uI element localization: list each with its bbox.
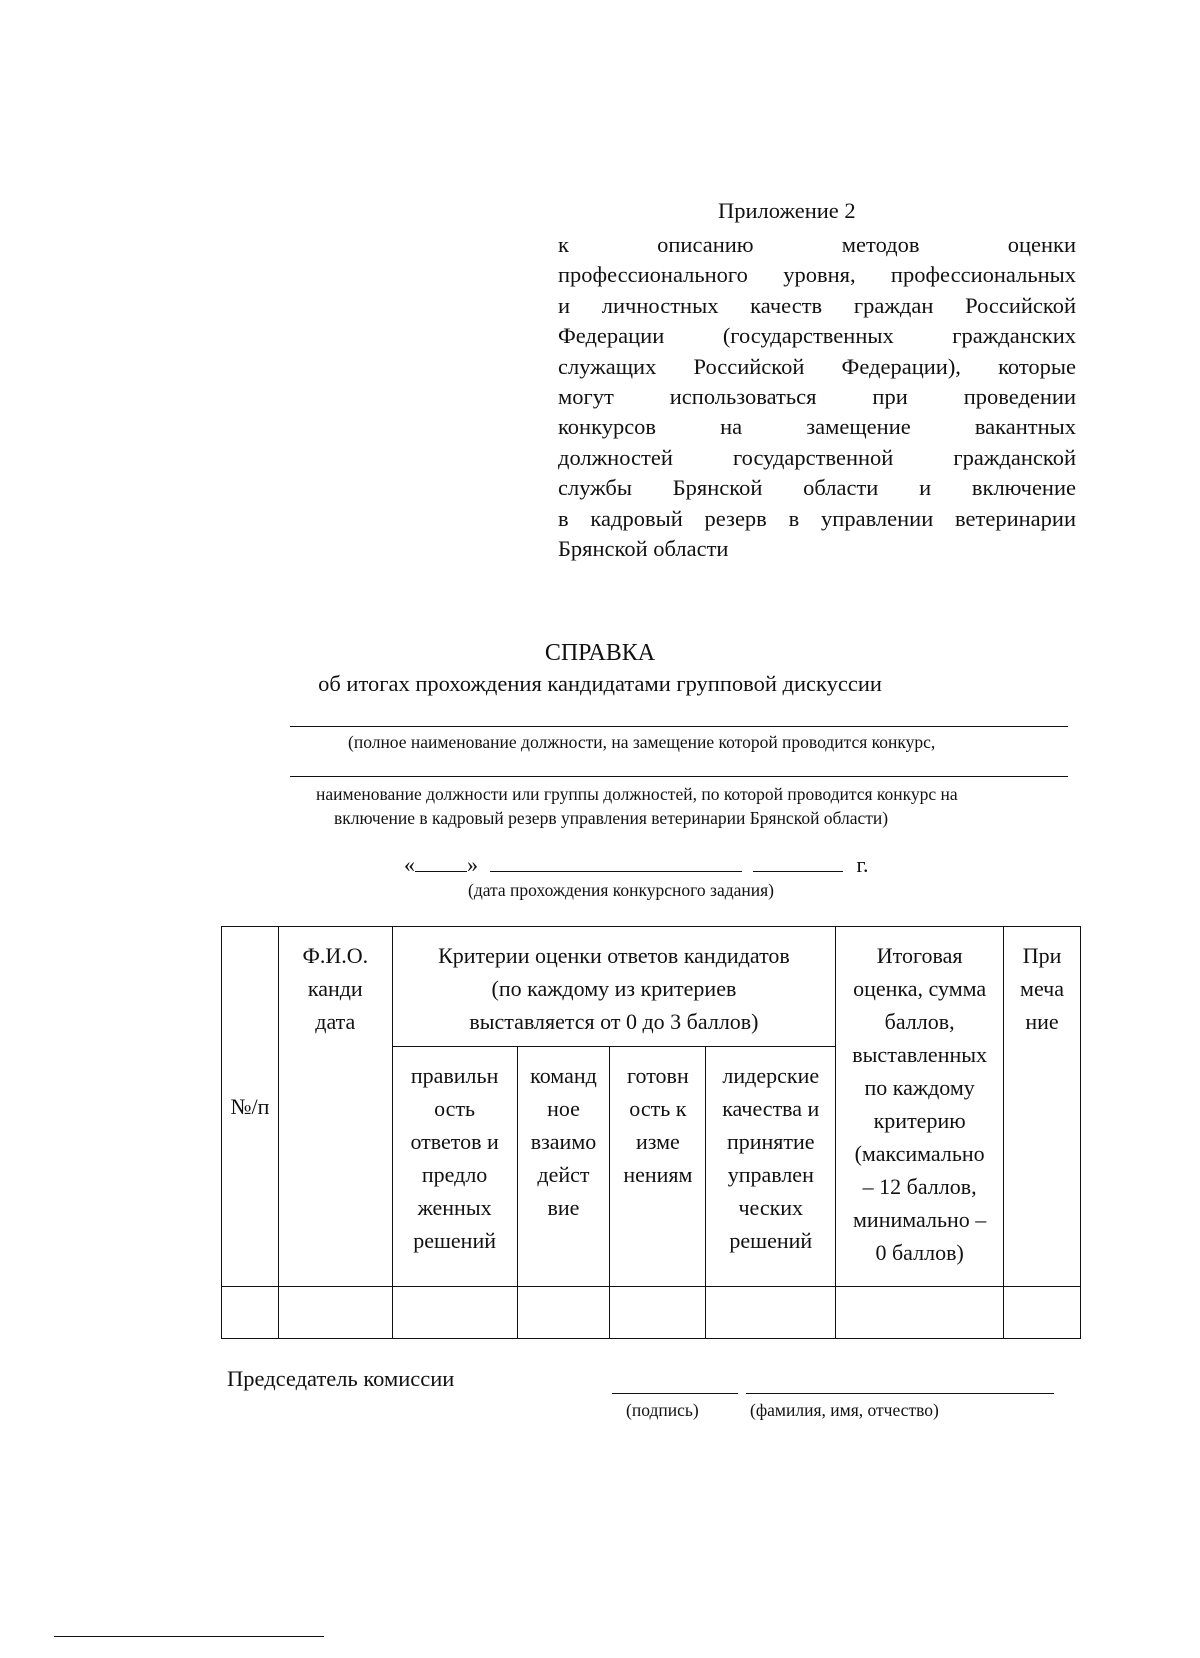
position-hint: (полное наименование должности, на замещение которой проводится конкурс, xyxy=(348,732,936,752)
col-note-line: меча xyxy=(1020,976,1065,1001)
col-criteria-line: Критерии оценки ответов кандидатов xyxy=(438,943,790,968)
criterion-line: решений xyxy=(729,1228,813,1253)
col-fio-line: канди xyxy=(307,976,363,1001)
table-cell-leadership[interactable] xyxy=(706,1287,836,1339)
col-note-header xyxy=(1004,927,1081,1287)
document-subtitle: об итогах прохождения кандидатами групповой дискуссии xyxy=(318,671,882,696)
col-number-label: №/п xyxy=(230,1094,270,1119)
full-name-line[interactable] xyxy=(746,1393,1054,1394)
appendix-line: службы Брянской области и включение xyxy=(558,475,1076,501)
criterion-teamwork-header xyxy=(517,1047,610,1287)
table-cell-note[interactable] xyxy=(1004,1287,1081,1339)
col-total-line: критерию xyxy=(873,1108,966,1133)
criterion-line: ное xyxy=(547,1096,580,1121)
date-open-quote: « xyxy=(404,852,415,877)
criterion-line: взаимо xyxy=(530,1129,597,1154)
col-criteria-header xyxy=(392,927,836,1047)
criterion-line: дейст xyxy=(537,1162,590,1187)
criterion-line: ческих xyxy=(738,1195,804,1220)
criterion-leadership-header xyxy=(706,1047,836,1287)
appendix-line: профессионального уровня, профессиональных xyxy=(558,262,1076,288)
criterion-line: ость к xyxy=(629,1096,687,1121)
criterion-line: предло xyxy=(421,1162,488,1187)
table-cell-readiness[interactable] xyxy=(610,1287,706,1339)
criterion-line: женных xyxy=(417,1195,492,1220)
criterion-line: управлен xyxy=(727,1162,814,1187)
criterion-line: изме xyxy=(635,1129,680,1154)
appendix-line: служащих Российской Федерации), которые xyxy=(558,353,1076,379)
year-suffix: г. xyxy=(856,852,869,877)
date-hint: (дата прохождения конкурсного задания) xyxy=(468,880,774,900)
month-field[interactable] xyxy=(490,853,742,872)
date-row xyxy=(404,852,869,878)
col-criteria-line: выставляется от 0 до 3 баллов) xyxy=(469,1009,759,1034)
col-total-line: по каждому xyxy=(864,1075,975,1100)
full-name-hint: (фамилия, имя, отчество) xyxy=(750,1400,939,1420)
criterion-line: ость xyxy=(434,1096,476,1121)
appendix-line: должностей государственной гражданской xyxy=(558,444,1076,470)
appendix-line: в кадровый резерв в управлении ветеринарии xyxy=(558,505,1076,531)
criterion-correctness-header xyxy=(392,1047,517,1287)
col-total-line: оценка, сумма xyxy=(853,976,987,1001)
criterion-line: лидерские xyxy=(722,1063,820,1088)
col-total-line: выставленных xyxy=(852,1042,988,1067)
chair-label: Председатель комиссии xyxy=(227,1366,455,1391)
col-total-line: баллов, xyxy=(884,1009,955,1034)
criterion-line: правильн xyxy=(410,1063,499,1088)
position-fill-line[interactable] xyxy=(290,726,1068,727)
year-field[interactable] xyxy=(753,853,843,872)
col-number-header xyxy=(222,927,279,1287)
col-fio-line: Ф.И.О. xyxy=(302,943,369,968)
criterion-line: принятие xyxy=(726,1129,815,1154)
signature-hint: (подпись) xyxy=(626,1400,699,1420)
col-total-header xyxy=(836,927,1004,1287)
col-total-line: минимально – xyxy=(853,1207,987,1232)
appendix-line: могут использоваться при проведении xyxy=(558,384,1076,410)
criterion-line: готовн xyxy=(627,1063,689,1088)
appendix-line: к описанию методов оценки xyxy=(558,232,1076,257)
criterion-line: качества и xyxy=(722,1096,820,1121)
table-cell-correctness[interactable] xyxy=(392,1287,517,1339)
table-cell-teamwork[interactable] xyxy=(517,1287,610,1339)
col-fio-line: дата xyxy=(315,1009,356,1034)
signature-line[interactable] xyxy=(612,1393,738,1394)
col-note-line: При xyxy=(1022,943,1062,968)
evaluation-table xyxy=(221,926,1081,1339)
col-total-line: – 12 баллов, xyxy=(862,1174,977,1199)
table-cell-total[interactable] xyxy=(836,1287,1004,1339)
group-hint-line-1: наименование должности или группы должностей, по которой проводится конкурс на xyxy=(316,784,958,804)
criterion-line: решений xyxy=(413,1228,496,1253)
criterion-line: нениям xyxy=(623,1162,693,1187)
criterion-line: ответов и xyxy=(410,1129,499,1154)
group-hint-line-2: включение в кадровый резерв управления ветеринарии Брянской области) xyxy=(334,808,889,828)
group-fill-line[interactable] xyxy=(290,776,1068,777)
col-note-line: ние xyxy=(1025,1009,1059,1034)
col-total-line: (максимально xyxy=(854,1141,985,1166)
table-row xyxy=(222,1287,1081,1339)
criterion-line: вие xyxy=(547,1195,580,1220)
document-title: СПРАВКА xyxy=(544,640,656,666)
appendix-line: Федерации (государственных гражданских xyxy=(558,323,1076,349)
day-field[interactable] xyxy=(415,853,467,872)
col-criteria-line: (по каждому из критериев xyxy=(491,976,737,1001)
table-cell-fio[interactable] xyxy=(278,1287,392,1339)
appendix-title: Приложение 2 xyxy=(718,198,856,223)
footnote-separator xyxy=(54,1636,324,1637)
criterion-readiness-header xyxy=(610,1047,706,1287)
col-total-line: 0 баллов) xyxy=(875,1240,964,1265)
appendix-description xyxy=(558,230,1076,564)
col-fio-header xyxy=(278,927,392,1287)
appendix-line: конкурсов на замещение вакантных xyxy=(558,414,1076,440)
appendix-line: Брянской области xyxy=(558,536,729,562)
col-total-line: Итоговая xyxy=(876,943,963,968)
table-cell-number[interactable] xyxy=(222,1287,279,1339)
appendix-line: и личностных качеств граждан Российской xyxy=(558,292,1076,318)
date-close-quote: » xyxy=(467,852,478,877)
criterion-line: команд xyxy=(530,1063,597,1088)
